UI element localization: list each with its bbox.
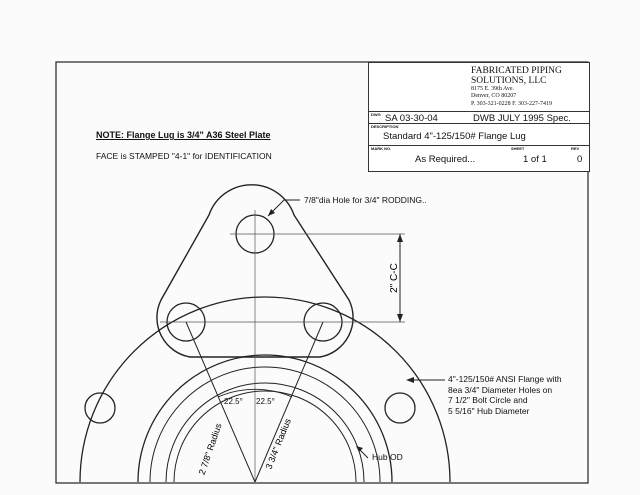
tb-row-mark <box>369 145 589 146</box>
angle-right-label: 22.5° <box>256 397 275 406</box>
sheet-value: 1 of 1 <box>523 154 547 165</box>
company-city: Denver, CO 80207 <box>471 93 517 99</box>
flange-callout-line1: 4"-125/150# ANSI Flange with <box>448 374 562 384</box>
radius-line-left <box>186 322 255 482</box>
hole-callout: 7/8"dia Hole for 3/4" RODDING.. <box>304 195 427 205</box>
description-caption: DESCRIPTION <box>371 124 399 129</box>
cc-arrow-top <box>397 234 403 242</box>
hub-od-leader-arrow <box>356 446 363 452</box>
flange-leader-arrow <box>406 377 414 383</box>
rev-value: 0 <box>577 154 583 165</box>
note-stamp: FACE is STAMPED "4-1" for IDENTIFICATION <box>96 151 272 161</box>
note-material: NOTE: Flange Lug is 3/4" A36 Steel Plate <box>96 130 271 140</box>
radius-right-label: 3 3/4" Radius <box>263 417 293 471</box>
company-info <box>471 66 587 108</box>
cc-arrow-bottom <box>397 314 403 322</box>
title-block <box>368 62 590 172</box>
dwg-info: DWB JULY 1995 Spec. <box>473 113 571 124</box>
flange-callout-line2: 8ea 3/4" Diameter Holes on <box>448 384 553 395</box>
tb-row-dwg <box>369 111 589 112</box>
radius-left-label: 2 7/8" Radius <box>196 421 224 477</box>
angle-left-label: 22.5° <box>224 397 243 406</box>
rev-caption: REV <box>571 146 580 151</box>
flange-callout <box>448 374 562 416</box>
hub-od-label: Hub OD <box>372 452 403 462</box>
flange-callout-line4: 5 5/16" Hub Diameter <box>448 405 530 416</box>
company-phone: P. 303-321-0228 F. 303-227-7419 <box>471 101 553 107</box>
dwg-caption: DWG <box>371 112 381 117</box>
flange-bolt-hole-right <box>385 393 415 423</box>
description-value: Standard 4"-125/150# Flange Lug <box>383 131 526 142</box>
company-name-2: SOLUTIONS, LLC <box>471 76 547 86</box>
mark-caption: MARK NO. <box>371 146 392 151</box>
company-name-1: FABRICATED PIPING <box>471 66 562 76</box>
sheet-caption: SHEET <box>511 146 525 151</box>
dwg-number: SA 03-30-04 <box>385 113 438 124</box>
cc-dimension-label: 2" C-C <box>389 263 400 293</box>
company-address: 8175 E. 39th Ave. <box>471 86 515 92</box>
flange-callout-line3: 7 1/2" Bolt Circle and <box>448 395 528 405</box>
mark-value: As Required... <box>415 154 476 165</box>
